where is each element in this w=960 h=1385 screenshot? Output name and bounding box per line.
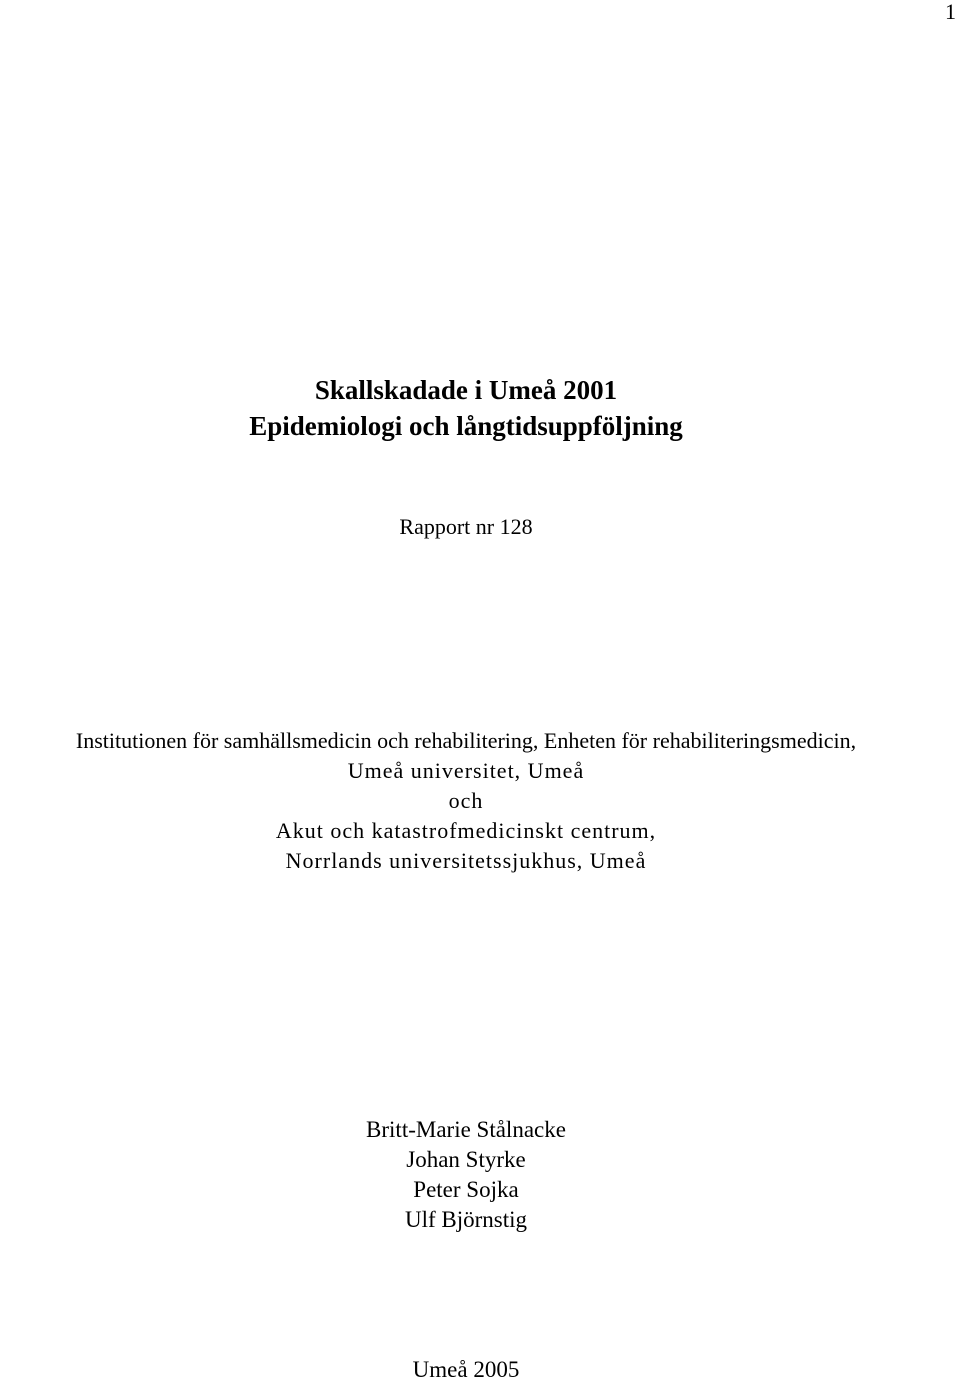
title-line-2: Epidemiologi och långtidsuppföljning bbox=[249, 411, 683, 441]
page-number: 1 bbox=[945, 0, 956, 24]
author-name: Ulf Björnstig bbox=[404, 1207, 528, 1232]
institution-line: Institutionen för samhällsmedicin och rehabilitering, Enheten för rehabiliteringsmedicin, bbox=[75, 728, 857, 753]
institution-line: Norrlands universitetssjukhus, Umeå bbox=[285, 848, 647, 873]
author-name: Britt-Marie Stålnacke bbox=[366, 1117, 566, 1142]
report-number: Rapport nr 128 bbox=[399, 514, 533, 539]
author-name: Peter Sojka bbox=[413, 1177, 519, 1202]
institution-line: Umeå universitet, Umeå bbox=[347, 758, 585, 783]
author-list bbox=[0, 1115, 932, 1235]
report-title bbox=[0, 372, 932, 444]
place-date: Umeå 2005 bbox=[412, 1357, 520, 1382]
institution-line: Akut och katastrofmedicinskt centrum, bbox=[275, 818, 657, 843]
institution-conjunction: och bbox=[448, 788, 484, 813]
institution-block bbox=[0, 726, 932, 876]
author-name: Johan Styrke bbox=[406, 1147, 526, 1172]
title-line-1: Skallskadade i Umeå 2001 bbox=[314, 375, 618, 405]
